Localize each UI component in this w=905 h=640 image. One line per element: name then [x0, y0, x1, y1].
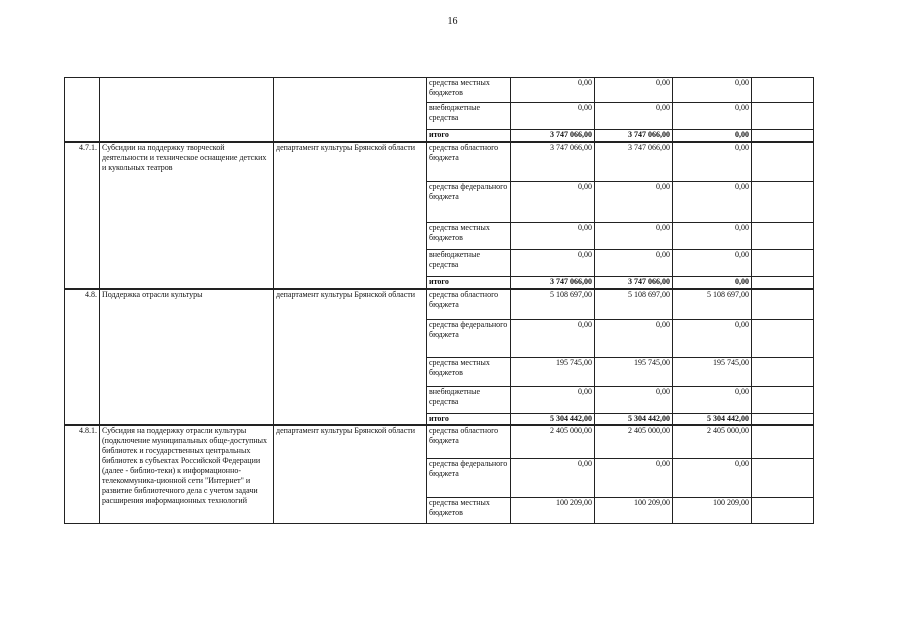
empty-cell: [752, 277, 814, 289]
funding-source: итого: [427, 414, 511, 426]
empty-cell: [752, 142, 814, 182]
table-row: [65, 78, 814, 103]
empty-cell: [752, 130, 814, 142]
empty-cell: [752, 320, 814, 358]
amount-cell: 5 304 442,00: [595, 414, 673, 426]
amount-cell: 195 745,00: [673, 358, 752, 387]
amount-cell: 2 405 000,00: [595, 425, 673, 458]
item-code: 4.8.: [65, 289, 100, 426]
amount-cell: 5 108 697,00: [511, 289, 595, 320]
funding-source: средства областного бюджета: [427, 425, 511, 458]
amount-cell: 0,00: [511, 458, 595, 497]
amount-cell: 0,00: [673, 182, 752, 223]
item-executor: департамент культуры Брянской области: [274, 142, 427, 289]
empty-cell: [752, 103, 814, 130]
amount-cell: 3 747 066,00: [511, 142, 595, 182]
funding-source: средства федерального бюджета: [427, 320, 511, 358]
amount-cell: 0,00: [673, 320, 752, 358]
amount-cell: 0,00: [673, 78, 752, 103]
table-row: [65, 142, 814, 182]
empty-cell: [752, 250, 814, 277]
item-code: 4.8.1.: [65, 425, 100, 523]
funding-source: внебюджетные средства: [427, 103, 511, 130]
amount-cell: 0,00: [511, 182, 595, 223]
amount-cell: 5 304 442,00: [511, 414, 595, 426]
amount-cell: 3 747 066,00: [511, 277, 595, 289]
amount-cell: 195 745,00: [595, 358, 673, 387]
amount-cell: 0,00: [595, 182, 673, 223]
item-name: Поддержка отрасли культуры: [100, 289, 274, 426]
amount-cell: 0,00: [511, 103, 595, 130]
amount-cell: 0,00: [595, 223, 673, 250]
amount-cell: 0,00: [595, 250, 673, 277]
empty-cell: [752, 78, 814, 103]
amount-cell: 0,00: [511, 78, 595, 103]
amount-cell: 0,00: [511, 223, 595, 250]
empty-cell: [752, 497, 814, 523]
amount-cell: 2 405 000,00: [673, 425, 752, 458]
amount-cell: 100 209,00: [595, 497, 673, 523]
amount-cell: 3 747 066,00: [595, 130, 673, 142]
page-number: 16: [447, 16, 458, 27]
amount-cell: 0,00: [595, 320, 673, 358]
amount-cell: 0,00: [673, 103, 752, 130]
item-name: [100, 78, 274, 142]
amount-cell: 3 747 066,00: [595, 277, 673, 289]
funding-source: итого: [427, 130, 511, 142]
item-name: Субсидия на поддержку отрасли культуры (подключение муниципальных обще-доступных библиотек и государственных центральных библиотек в субъектах Российской Федерации (далее - библио-теки) к информационно-телекоммуника-ционной сети "Интернет" и развитие библиотечного дела с учетом задачи расширения информационных технологий: [100, 425, 274, 523]
item-executor: департамент культуры Брянской области: [274, 289, 427, 426]
funding-source: средства местных бюджетов: [427, 78, 511, 103]
item-executor: департамент культуры Брянской области: [274, 425, 427, 523]
amount-cell: 0,00: [673, 458, 752, 497]
item-code: 4.7.1.: [65, 142, 100, 289]
amount-cell: 100 209,00: [673, 497, 752, 523]
funding-source: средства местных бюджетов: [427, 497, 511, 523]
amount-cell: 5 108 697,00: [673, 289, 752, 320]
empty-cell: [752, 289, 814, 320]
amount-cell: 0,00: [673, 223, 752, 250]
amount-cell: 3 747 066,00: [511, 130, 595, 142]
funding-source: средства местных бюджетов: [427, 223, 511, 250]
amount-cell: 0,00: [673, 130, 752, 142]
funding-source: средства областного бюджета: [427, 289, 511, 320]
item-code: [65, 78, 100, 142]
amount-cell: 0,00: [595, 458, 673, 497]
amount-cell: 0,00: [511, 250, 595, 277]
amount-cell: 0,00: [595, 103, 673, 130]
amount-cell: 100 209,00: [511, 497, 595, 523]
amount-cell: 0,00: [595, 387, 673, 414]
item-name: Субсидии на поддержку творческой деятельности и техническое оснащение детских и кукольных театров: [100, 142, 274, 289]
amount-cell: 0,00: [511, 320, 595, 358]
amount-cell: 0,00: [595, 78, 673, 103]
funding-source: внебюджетные средства: [427, 387, 511, 414]
budget-table: [64, 77, 814, 524]
item-executor: [274, 78, 427, 142]
amount-cell: 2 405 000,00: [511, 425, 595, 458]
amount-cell: 195 745,00: [511, 358, 595, 387]
funding-source: средства областного бюджета: [427, 142, 511, 182]
amount-cell: 0,00: [673, 277, 752, 289]
amount-cell: 5 108 697,00: [595, 289, 673, 320]
empty-cell: [752, 387, 814, 414]
funding-source: средства местных бюджетов: [427, 358, 511, 387]
empty-cell: [752, 182, 814, 223]
funding-source: средства федерального бюджета: [427, 458, 511, 497]
funding-source: внебюджетные средства: [427, 250, 511, 277]
amount-cell: 0,00: [673, 142, 752, 182]
empty-cell: [752, 458, 814, 497]
empty-cell: [752, 358, 814, 387]
funding-source: средства федерального бюджета: [427, 182, 511, 223]
table-row: [65, 425, 814, 458]
empty-cell: [752, 425, 814, 458]
amount-cell: 5 304 442,00: [673, 414, 752, 426]
amount-cell: 0,00: [511, 387, 595, 414]
table-row: [65, 289, 814, 320]
empty-cell: [752, 223, 814, 250]
funding-source: итого: [427, 277, 511, 289]
amount-cell: 0,00: [673, 387, 752, 414]
amount-cell: 3 747 066,00: [595, 142, 673, 182]
amount-cell: 0,00: [673, 250, 752, 277]
empty-cell: [752, 414, 814, 426]
